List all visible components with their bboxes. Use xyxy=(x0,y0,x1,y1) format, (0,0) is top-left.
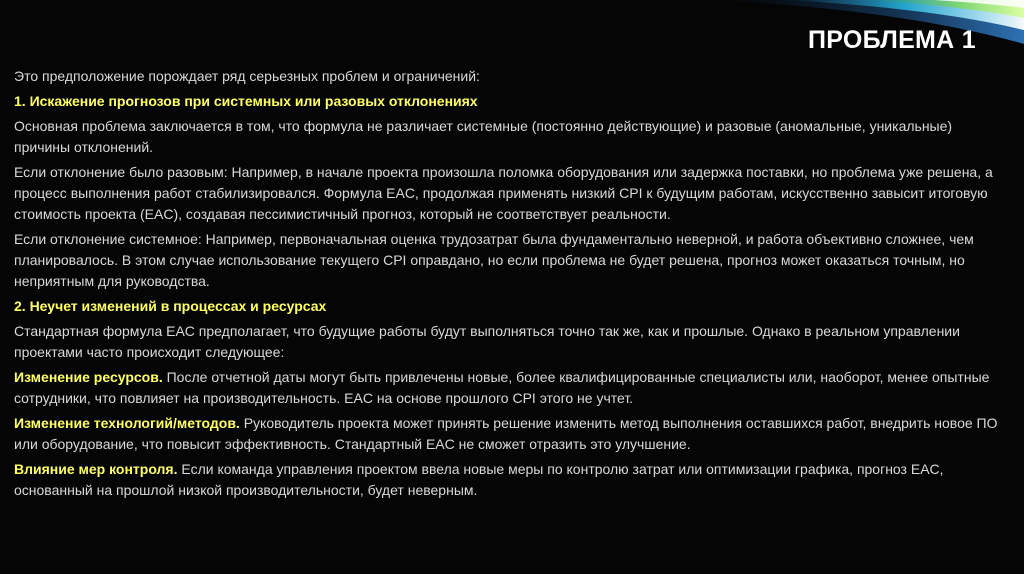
intro-text: Это предположение порождает ряд серьезных проблем и ограничений: xyxy=(14,68,480,84)
paragraph-1: Основная проблема заключается в том, что формула не различает системные (постоянно действующие) и разовые (аномальные, уникальные) причины отклонений. xyxy=(14,118,953,155)
slide-title: ПРОБЛЕМА 1 xyxy=(807,26,976,54)
item-control-text: Если команда управления проектом ввела новые меры по контролю затрат или оптимизации графика, прогноз EAC, основанный на прошлой низкой производительности, будет неверным. xyxy=(14,461,944,498)
item-control-label: Влияние мер контроля. xyxy=(14,461,178,477)
section2-heading: 2. Неучет изменений в процессах и ресурсах xyxy=(14,298,327,314)
item-technologies-label: Изменение технологий/методов. xyxy=(14,415,240,431)
slide-body xyxy=(14,66,1004,505)
paragraph-2: Если отклонение было разовым: Например, в начале проекта произошла поломка оборудования или задержка поставки, но проблема уже решена, а процесс выполнения работ стабилизировался. Формула EAC, продолжая применять низкий CPI к будущим работам, искусственно завысит итоговую стоимость проекта (EAC), создавая пессимистичный прогноз, который не соответствует реальности. xyxy=(14,164,993,222)
item-control xyxy=(14,459,1004,501)
item-technologies xyxy=(14,413,1004,455)
item-resources-text: После отчетной даты могут быть привлечены новые, более квалифицированные специалисты или, наоборот, менее опытные сотрудники, что повлияет на производительность. EAC на основе прошлого CPI этого не учтет. xyxy=(14,369,990,406)
item-technologies-text: Руководитель проекта может принять решение изменить метод выполнения оставшихся работ, внедрить новое ПО или оборудование, что повысит эффективность. Стандартный EAC не сможет отразить это улучшение. xyxy=(14,415,998,452)
item-resources xyxy=(14,367,1004,409)
paragraph-3: Если отклонение системное: Например, первоначальная оценка трудозатрат была фундаментально неверной, и работа объективно сложнее, чем планировалось. В этом случае использование текущего CPI оправдано, но если проблема не будет решена, прогноз может оказаться точным, но неприятным для руководства. xyxy=(14,231,974,289)
item-resources-label: Изменение ресурсов. xyxy=(14,369,163,385)
section1-heading: 1. Искажение прогнозов при системных или разовых отклонениях xyxy=(14,93,478,109)
paragraph-4: Стандартная формула EAC предполагает, что будущие работы будут выполняться точно так же, как и прошлые. Однако в реальном управлении проектами часто происходит следующее: xyxy=(14,323,960,360)
